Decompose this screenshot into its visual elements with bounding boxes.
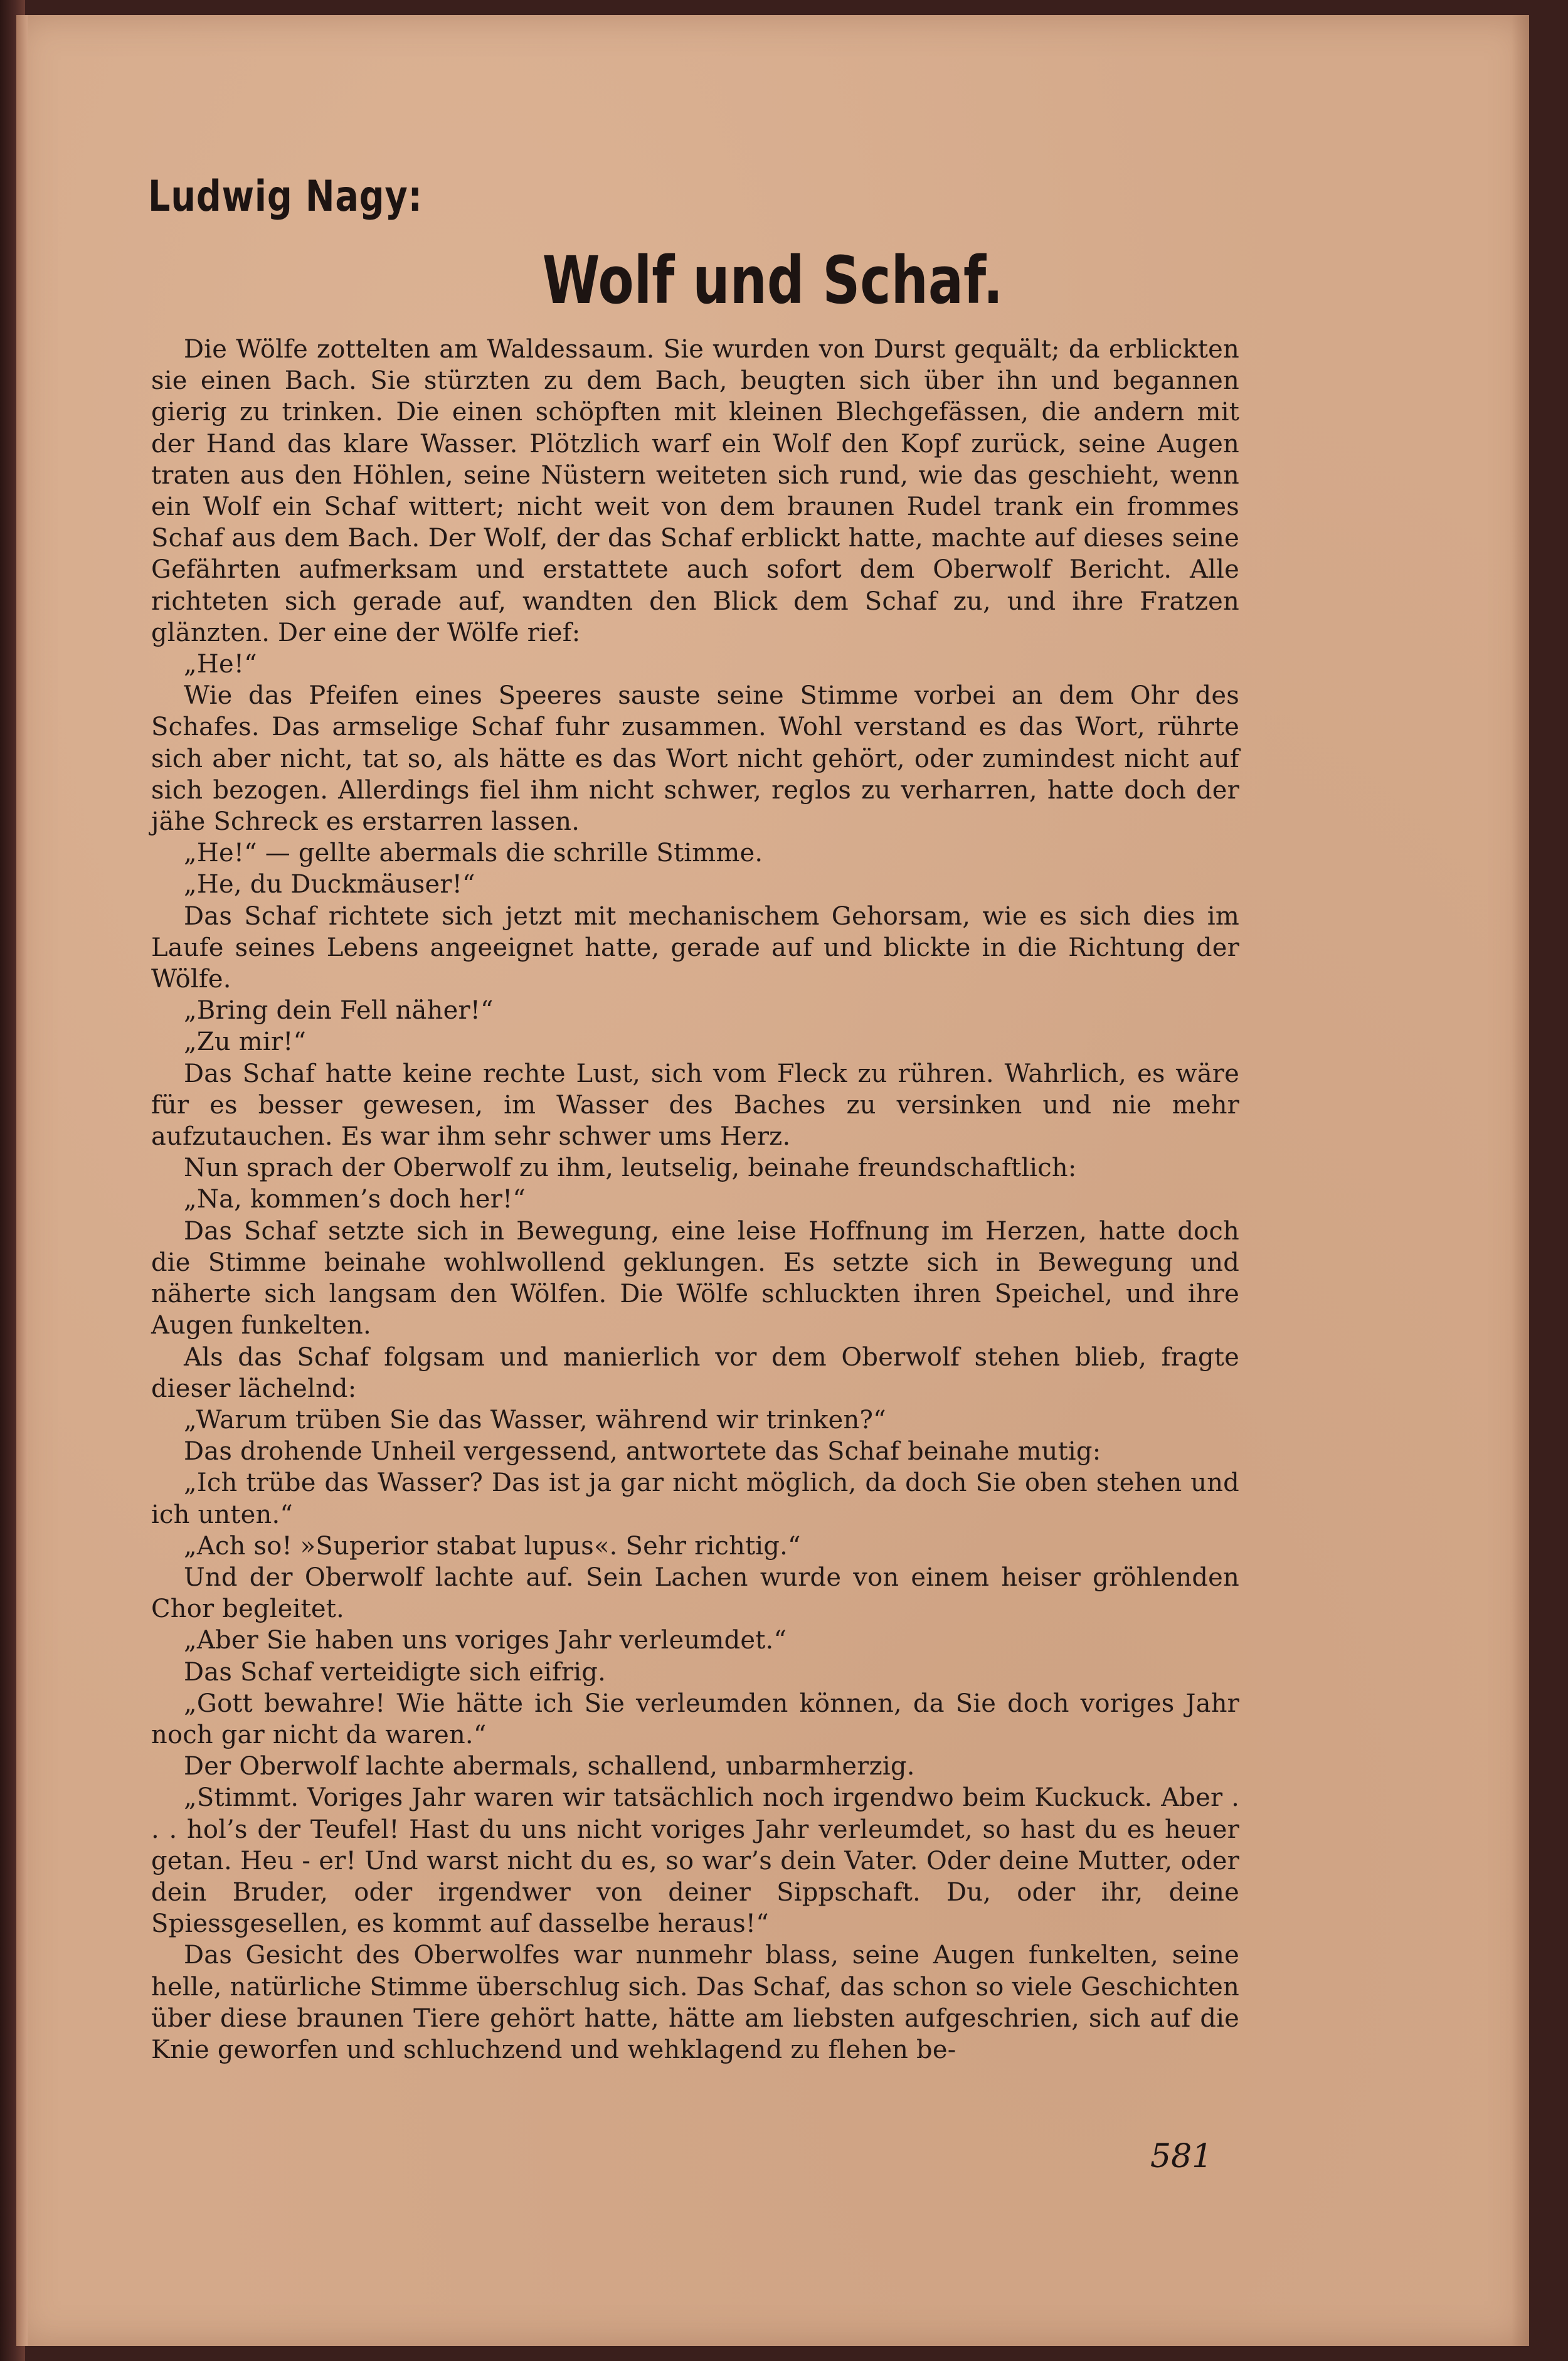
paragraph: „Aber Sie haben uns voriges Jahr verleumdet.“ [184,1626,787,1655]
paragraph: Das drohende Unheil vergessend, antwortete das Schaf beinahe mutig: [184,1437,1101,1467]
book-page [16,15,1529,2346]
story-body [151,334,1239,2066]
page-gutter [16,15,28,2346]
paragraph: Und der Oberwolf lachte auf. Sein Lachen wurde von einem heiser gröhlenden Chor begleitet. [151,1563,1239,1624]
paragraph: „Warum trüben Sie das Wasser, während wir trinken?“ [184,1405,886,1435]
paragraph: Nun sprach der Oberwolf zu ihm, leutselig, beinahe freundschaftlich: [184,1154,1077,1183]
story-title: Wolf und Schaf. [542,242,1004,319]
paragraph: Der Oberwolf lachte abermals, schallend, unbarmherzig. [184,1752,915,1781]
paragraph: Das Gesicht des Oberwolfes war nunmehr blass, seine Augen funkelten, seine helle, natürliche Stimme überschlug sich. Das Schaf, das schon so viele Geschichten über diese braunen Tiere gehört hatte, hätte am liebsten aufgeschrien, sich auf die Knie geworfen und schluchzend und wehklagend zu flehen be- [151,1941,1239,2064]
paragraph: „Gott bewahre! Wie hätte ich Sie verleumden können, da Sie doch voriges Jahr noch gar nicht da waren.“ [151,1689,1239,1749]
paragraph: Das Schaf richtete sich jetzt mit mechanischem Gehorsam, wie es sich dies im Laufe seines Lebens angeeignet hatte, gerade auf und blickte in die Richtung der Wölfe. [151,901,1239,994]
paragraph: Die Wölfe zottelten am Waldessaum. Sie wurden von Durst gequält; da erblickten sie einen Bach. Sie stürzten zu dem Bach, beugten sich über ihn und begannen gierig zu trinken. Die einen schöpften mit kleinen Blechgefässen, die andern mit der Hand das klare Wasser. Plötzlich warf ein Wolf den Kopf zurück, seine Augen traten aus den Höhlen, seine Nüstern weiteten sich rund, wie das geschieht, wenn ein Wolf ein Schaf wittert; nicht weit von dem braunen Rudel trank ein frommes Schaf aus dem Bach. Der Wolf, der das Schaf erblickt hatte, machte auf dieses seine Gefährten aufmerksam und erstattete auch sofort dem Oberwolf Bericht. Alle richteten sich gerade auf, wandten den Blick dem Schaf zu, und ihre Fratzen glänzten. Der eine der Wölfe rief: [151,335,1239,647]
paragraph: „He!“ — gellte abermals die schrille Stimme. [184,839,763,868]
paragraph: „He!“ [184,650,257,679]
paragraph: Das Schaf verteidigte sich eifrig. [184,1657,606,1687]
paragraph: „Ich trübe das Wasser? Das ist ja gar nicht möglich, da doch Sie oben stehen und ich unten.“ [151,1468,1239,1529]
author-name: Ludwig Nagy: [148,172,423,221]
page-edge [1512,15,1529,2346]
paragraph: Das Schaf setzte sich in Bewegung, eine leise Hoffnung im Herzen, hatte doch die Stimme beinahe wohlwollend geklungen. Es setzte sich in Bewegung und näherte sich langsam den Wölfen. Die Wölfe schluckten ihren Speichel, und ihre Augen funkelten. [151,1216,1239,1340]
paragraph: „Zu mir!“ [184,1027,307,1057]
paragraph: Wie das Pfeifen eines Speeres sauste seine Stimme vorbei an dem Ohr des Schafes. Das armselige Schaf fuhr zusammen. Wohl verstand es das Wort, rührte sich aber nicht, tat so, als hätte es das Wort nicht gehört, oder zumindest nicht auf sich bezogen. Allerdings fiel ihm nicht schwer, reglos zu verharren, hatte doch der jähe Schreck es erstarren lassen. [151,681,1239,837]
paragraph: Das Schaf hatte keine rechte Lust, sich vom Fleck zu rühren. Wahrlich, es wäre für es besser gewesen, im Wasser des Baches zu versinken und nie mehr aufzutauchen. Es war ihm sehr schwer ums Herz. [151,1059,1239,1152]
paragraph: „Ach so! »Superior stabat lupus«. Sehr richtig.“ [184,1531,801,1561]
page-number: 581 [1150,2138,1213,2175]
paragraph: Als das Schaf folgsam und manierlich vor dem Oberwolf stehen blieb, fragte dieser lächelnd: [151,1342,1239,1403]
paragraph: „Stimmt. Voriges Jahr waren wir tatsächlich noch irgendwo beim Kuckuck. Aber . . . hol’s der Teufel! Hast du uns nicht voriges Jahr verleumdet, so hast du es heuer getan. Heu - er! Und warst nicht du es, so war’s dein Vater. Oder deine Mutter, oder dein Bruder, oder irgendwer von deiner Sippschaft. Du, oder ihr, deine Spiessgesellen, es kommt auf dasselbe heraus!“ [151,1783,1239,1939]
paragraph: „He, du Duckmäuser!“ [184,870,475,899]
paragraph: „Bring dein Fell näher!“ [184,996,494,1026]
paragraph: „Na, kommen’s doch her!“ [184,1185,526,1214]
